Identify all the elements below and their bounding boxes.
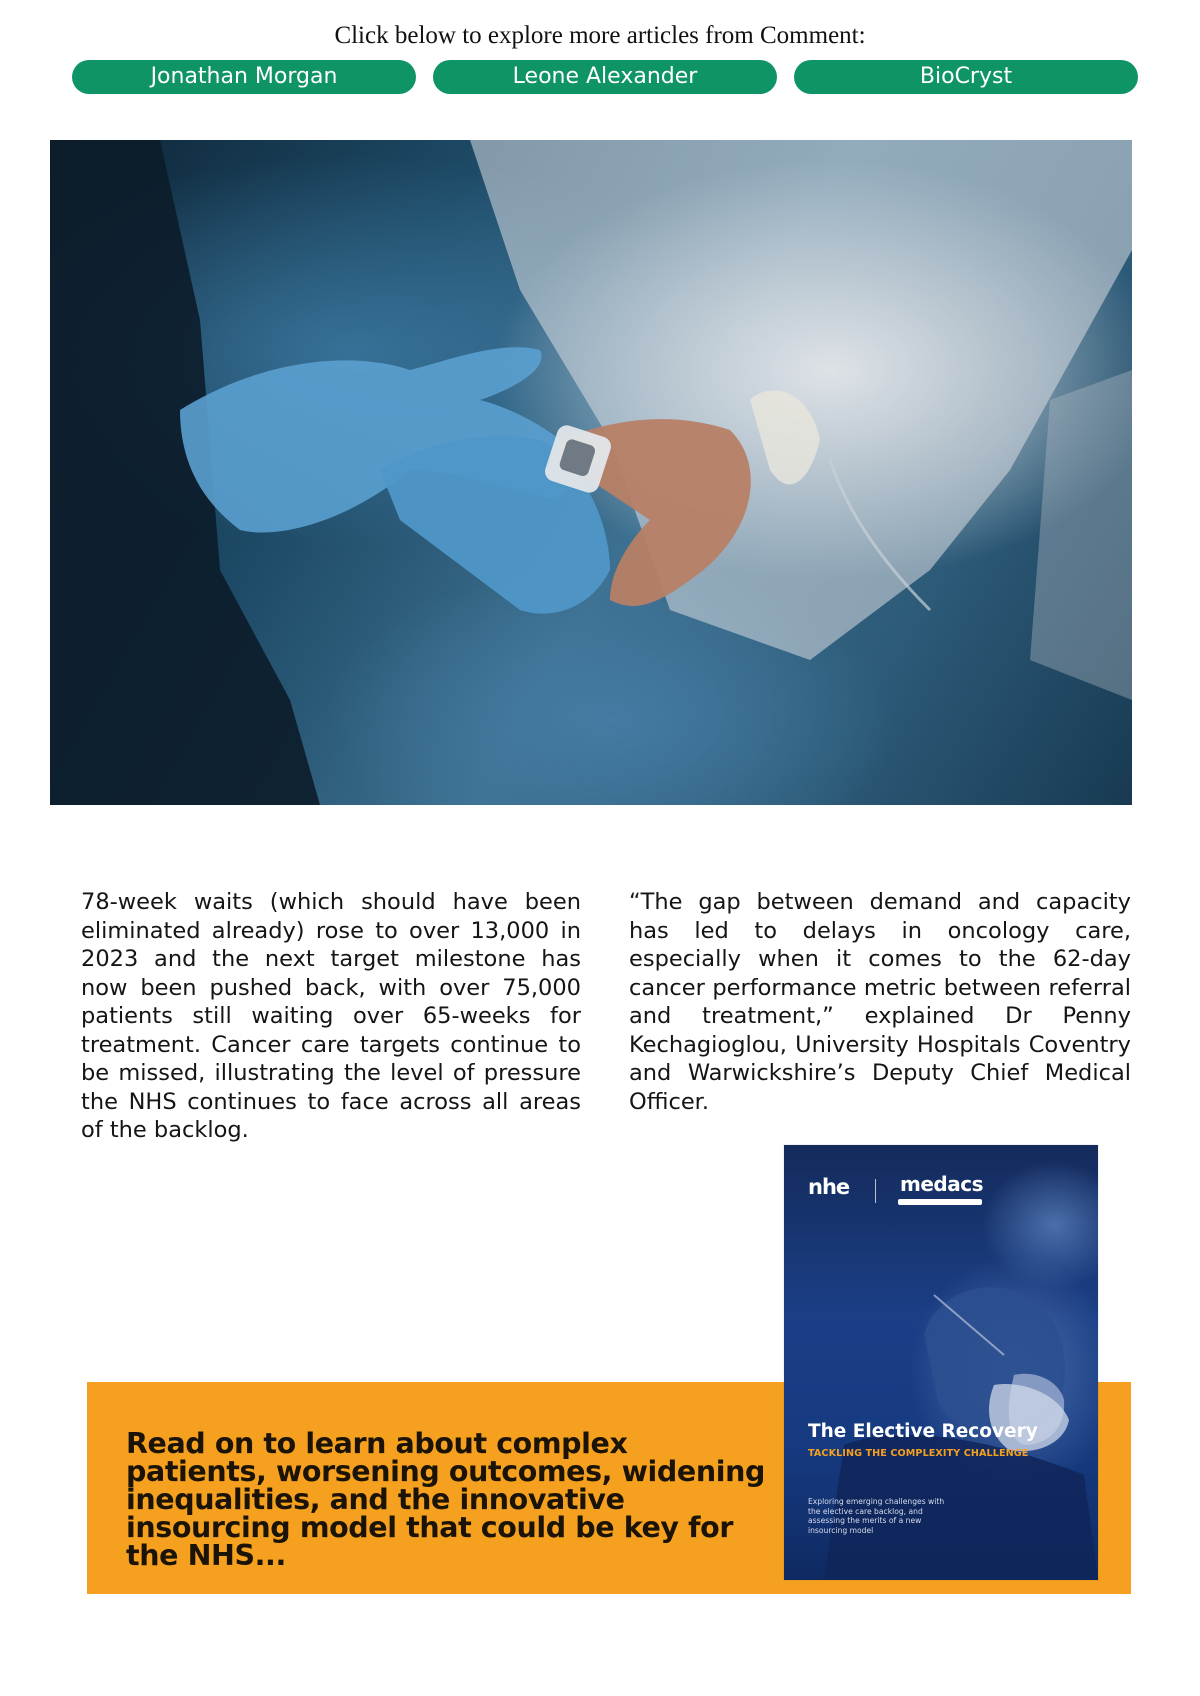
cover-title: The Elective Recovery [808,1421,1038,1442]
medacs-logo-bar [898,1199,982,1205]
author-links [72,60,1138,94]
cover-subtitle: TACKLING THE COMPLEXITY CHALLENGE [808,1448,1029,1459]
link-jonathan-morgan[interactable]: Jonathan Morgan [72,60,416,94]
explore-prompt: Click below to explore more articles from Comment: [334,22,866,49]
article-left-column: 78-week waits (which should have been eliminated already) rose to over 13,000 in 2023 and the next target milestone has now been pushed back, with over 75,000 patients still waiting over 65-weeks for treatment. Cancer care targets continue to be missed, illustrating the level of pressure the NHS continues to face across all areas of the backlog. [81,889,581,1143]
link-leone-alexander[interactable]: Leone Alexander [433,60,777,94]
hero-photo [50,140,1132,805]
hero-illustration [50,140,1132,805]
report-cover[interactable] [784,1145,1098,1580]
promo-text: Read on to learn about complex patients, worsening outcomes, widening inequalities, and the innovative insourcing model that could be key for the NHS... [126,1427,765,1572]
medacs-logo: medacs [900,1172,983,1196]
article-right-column: “The gap between demand and capacity has led to delays in oncology care, especially when it comes to the 62-day cancer performance metric between referral and treatment,” explained Dr Penny Kechagioglou, University Hospitals Coventry and Warwickshire’s Deputy Chief Medical Officer. [629,889,1131,1115]
link-biocryst[interactable]: BioCryst [794,60,1138,94]
logo-divider [875,1179,876,1203]
cover-blurb: Exploring emerging challenges with the elective care backlog, and assessing the merits of a new insourcing model [808,1497,945,1535]
nhe-logo: nhe [808,1175,850,1199]
